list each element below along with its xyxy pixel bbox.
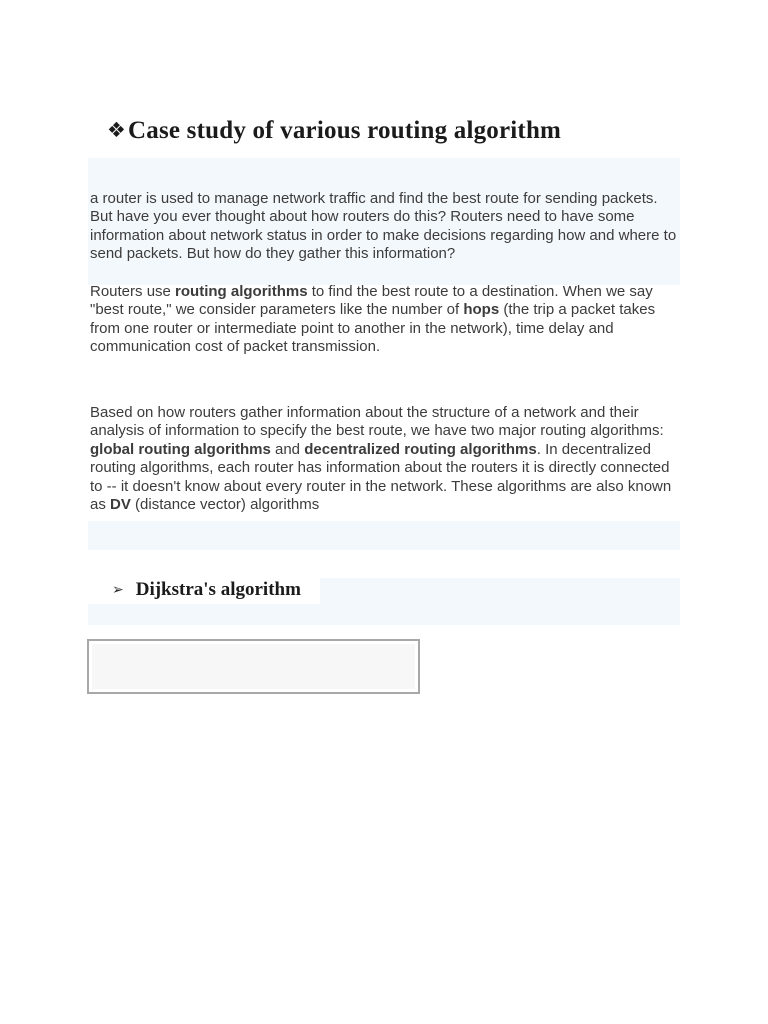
highlight-band-spacer (88, 521, 680, 550)
highlight-band-section (88, 578, 680, 625)
paragraph-intro: a router is used to manage network traffic and find the best route for sending packets. But have you ever thought about how routers do this? Routers need to have some information about network status in order to make decisions regarding how and where to send packets. But how do they gather this information? (90, 190, 677, 263)
page-title (107, 117, 561, 145)
paragraph-algorithm-types: Based on how routers gather information about the structure of a network and their analysis of information to specify the best route, we have two major routing algorithms: global routing algorithms and decentralized routing algorithms. In decentralized routing algorithms, each router has information about the routers it is directly connected to -- it doesn't know about every router in the network. These algorithms are also known as DV (distance vector) algorithms (90, 404, 672, 514)
empty-figure-box (87, 639, 420, 694)
page-title-text: Case study of various routing algorithm (128, 117, 562, 144)
diamond-bullet-icon: ❖ (107, 118, 127, 142)
section-heading-text: Dijkstra's algorithm (135, 579, 301, 600)
arrow-bullet-icon: ➢ (112, 582, 124, 598)
paragraph-routing-algorithms: Routers use routing algorithms to find the best route to a destination. When we say "best route," we consider parameters like the number of hops (the trip a packet takes from one router or intermediate point to another in the network), time delay and communication cost of packet transmission. (90, 283, 656, 356)
section-heading-dijkstra (112, 579, 301, 601)
